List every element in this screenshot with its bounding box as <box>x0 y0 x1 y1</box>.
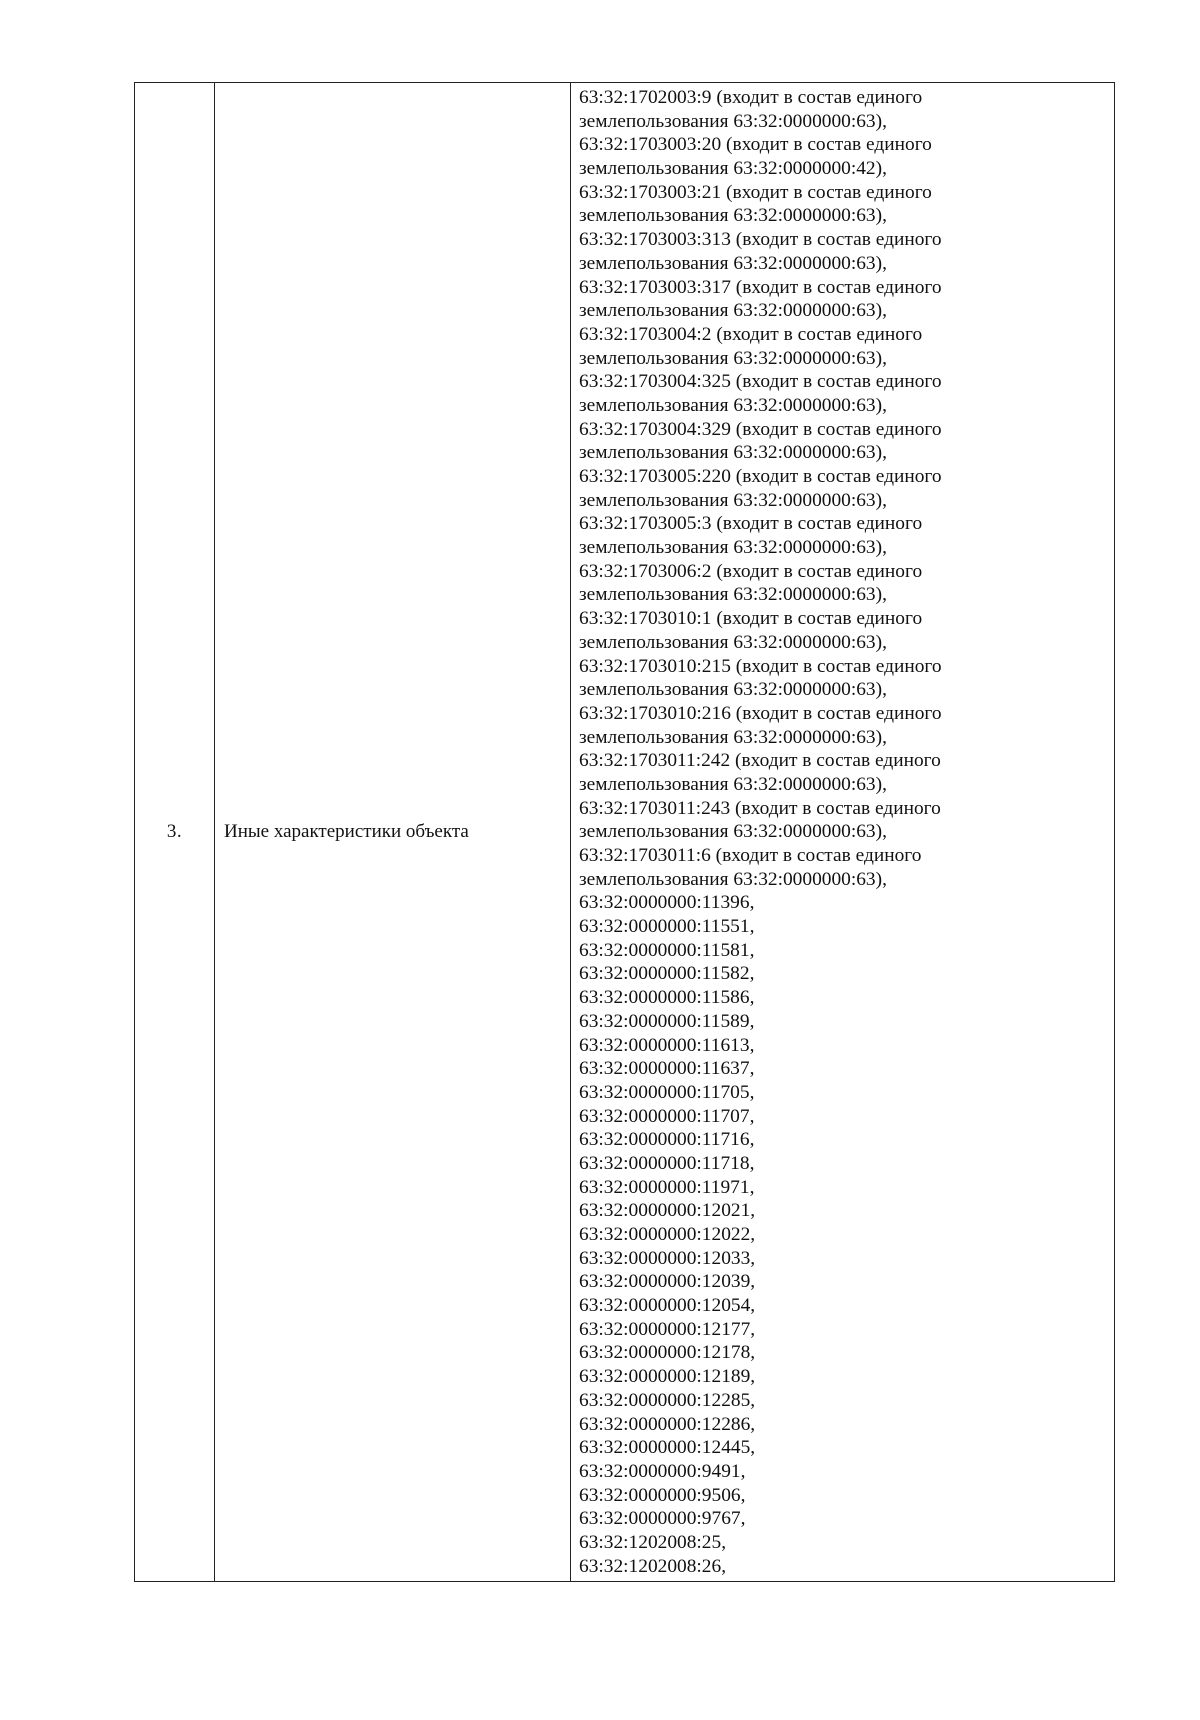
value-line: землепользования 63:32:0000000:63), <box>579 537 887 559</box>
value-line: землепользования 63:32:0000000:63), <box>579 394 887 416</box>
value-line: 63:32:1703011:243 (входит в состав единого <box>579 797 941 819</box>
value-line: 63:32:1703005:220 (входит в состав единого <box>579 466 942 487</box>
value-line: 63:32:0000000:11581, <box>579 939 755 961</box>
value-line: 63:32:0000000:12189, <box>579 1366 756 1388</box>
value-line: землепользования 63:32:0000000:63), <box>579 726 887 748</box>
value-line: 63:32:1703003:317 (входит в состав единого <box>579 276 942 298</box>
value-line: 63:32:0000000:12022, <box>579 1224 756 1245</box>
value-line: землепользования 63:32:0000000:63), <box>579 442 887 464</box>
value-line: 63:32:1703011:242 (входит в состав единого <box>579 750 941 772</box>
value-line: 63:32:0000000:12178, <box>579 1342 756 1364</box>
value-line: землепользования 63:32:0000000:42), <box>579 158 887 180</box>
value-line: 63:32:0000000:11716, <box>579 1129 755 1151</box>
value-line: землепользования 63:32:0000000:63), <box>579 252 887 274</box>
value-line: 63:32:1703003:313 (входит в состав единого <box>579 229 942 251</box>
value-line: 63:32:0000000:12445, <box>579 1437 756 1459</box>
value-line: 63:32:0000000:11586, <box>579 987 755 1009</box>
value-line: 63:32:0000000:12177, <box>579 1318 756 1340</box>
characteristics-table <box>134 82 1115 1582</box>
cadastral-number-list <box>579 86 1114 1578</box>
value-line: землепользования 63:32:0000000:63), <box>579 347 887 369</box>
value-line: 63:32:0000000:12021, <box>579 1200 756 1222</box>
value-line: 63:32:1703004:329 (входит в состав единого <box>579 418 942 440</box>
value-line: 63:32:0000000:9767, <box>579 1508 746 1530</box>
value-line: землепользования 63:32:0000000:63), <box>579 110 887 132</box>
value-line: 63:32:1703010:216 (входит в состав единого <box>579 702 942 724</box>
value-line: 63:32:0000000:12285, <box>579 1389 756 1411</box>
value-line: 63:32:1202008:26, <box>579 1555 727 1577</box>
value-line: 63:32:0000000:11551, <box>579 916 755 938</box>
value-line: 63:32:0000000:11582, <box>579 963 755 985</box>
value-line: землепользования 63:32:0000000:63), <box>579 205 887 227</box>
value-line: 63:32:0000000:12054, <box>579 1295 756 1317</box>
value-line: 63:32:0000000:11971, <box>579 1176 755 1198</box>
value-line: 63:32:1702003:9 (входит в состав единого <box>579 87 923 108</box>
value-line: землепользования 63:32:0000000:63), <box>579 773 887 795</box>
value-line: землепользования 63:32:0000000:63), <box>579 300 887 322</box>
value-line: 63:32:1703003:20 (входит в состав единого <box>579 134 932 156</box>
value-line: 63:32:1202008:25, <box>579 1531 727 1553</box>
value-line: 63:32:0000000:11707, <box>579 1105 755 1127</box>
value-line: 63:32:1703010:1 (входит в состав единого <box>579 608 923 630</box>
value-line: землепользования 63:32:0000000:63), <box>579 821 887 843</box>
row-value-cell <box>571 83 1115 1582</box>
value-line: 63:32:1703010:215 (входит в состав единого <box>579 655 942 677</box>
value-line: землепользования 63:32:0000000:63), <box>579 679 887 701</box>
value-line: землепользования 63:32:0000000:63), <box>579 631 887 653</box>
value-line: 63:32:0000000:9491, <box>579 1460 746 1482</box>
value-line: 63:32:1703004:325 (входит в состав единого <box>579 371 942 393</box>
value-line: землепользования 63:32:0000000:63), <box>579 868 887 890</box>
value-line: 63:32:0000000:11718, <box>579 1152 755 1174</box>
value-line: 63:32:0000000:11396, <box>579 892 755 914</box>
value-line: 63:32:1703005:3 (входит в состав единого <box>579 513 923 535</box>
value-line: 63:32:0000000:11705, <box>579 1081 755 1103</box>
value-line: 63:32:1703006:2 (входит в состав единого <box>579 560 923 582</box>
value-line: 63:32:1703003:21 (входит в состав единого <box>579 181 932 203</box>
value-line: 63:32:0000000:12286, <box>579 1413 756 1435</box>
value-line: 63:32:0000000:12039, <box>579 1271 756 1293</box>
value-line: 63:32:0000000:11613, <box>579 1034 755 1056</box>
value-line: 63:32:1703011:6 (входит в состав единого <box>579 845 922 866</box>
value-line: 63:32:0000000:11637, <box>579 1058 755 1080</box>
value-line: землепользования 63:32:0000000:63), <box>579 584 887 606</box>
value-line: 63:32:0000000:9506, <box>579 1484 746 1506</box>
value-line: 63:32:1703004:2 (входит в состав единого <box>579 323 923 345</box>
value-line: землепользования 63:32:0000000:63), <box>579 489 887 511</box>
table-row <box>135 83 1115 1582</box>
value-line: 63:32:0000000:12033, <box>579 1247 756 1269</box>
value-line: 63:32:0000000:11589, <box>579 1010 755 1032</box>
row-number: 3. <box>135 83 215 1582</box>
row-label: Иные характеристики объекта <box>215 83 571 1582</box>
